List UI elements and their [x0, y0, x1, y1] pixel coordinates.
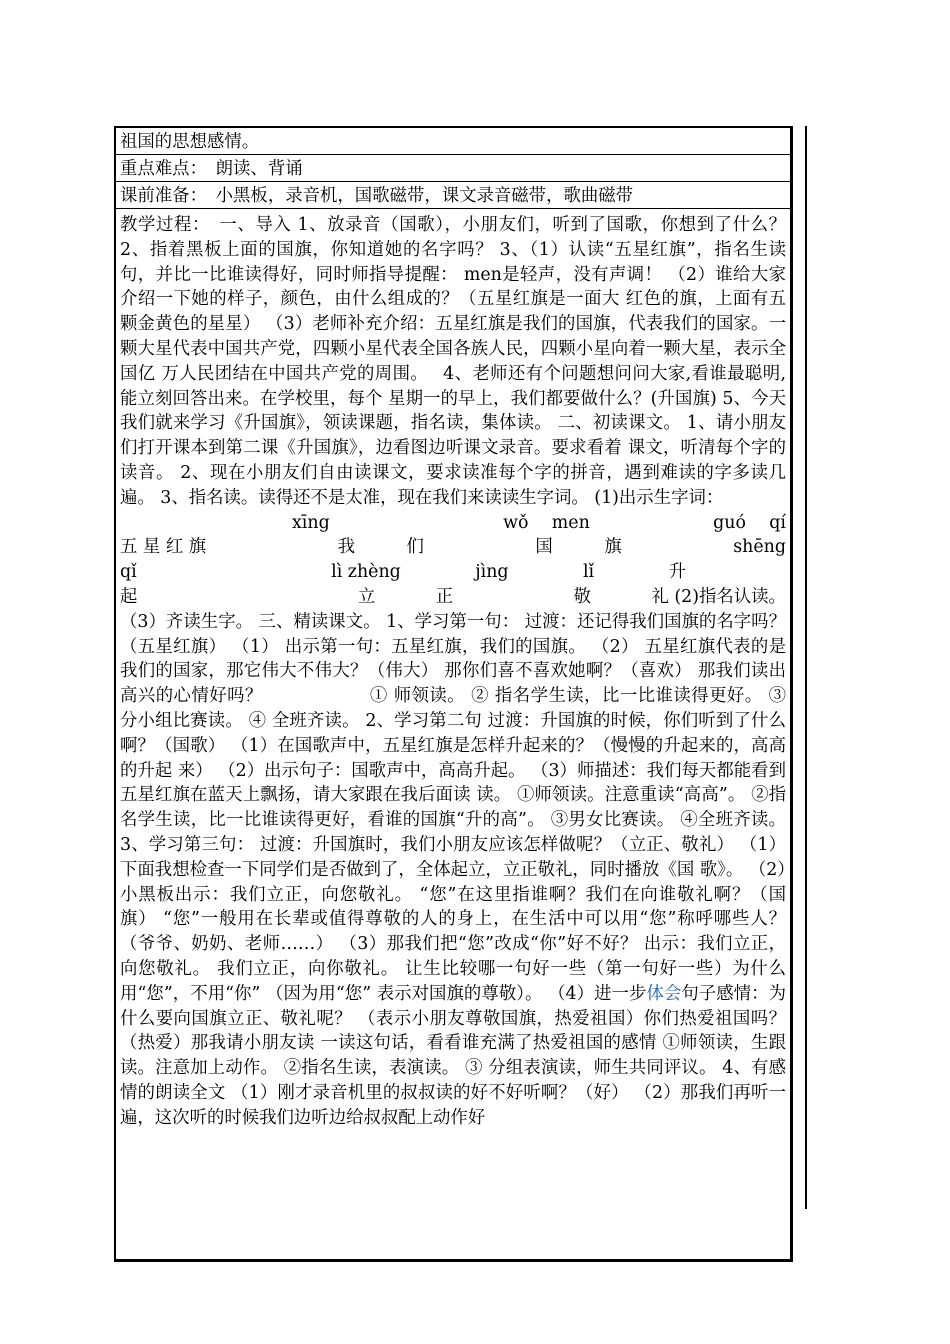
chars-line-2: 起 立 正 敬 礼 (2)指名认读。 [120, 586, 786, 607]
chars-line-1: 五 星 红 旗 我 们 国 旗 shēng [120, 537, 786, 558]
row-teaching-process [116, 209, 790, 1260]
pinyin-line-1: xīng wǒ men guó qí [292, 512, 786, 533]
lesson-table [114, 126, 793, 1262]
row-key-points: 重点难点： 朗读、背诵 [116, 155, 790, 182]
process-text-1: 教学过程： 一、导入 1、放录音（国歌），小朋友们，听到了国歌，你想到了什么？ 2、指着黑板上面的国旗，你知道她的名字吗？ 3、（1）认读“五星红旗”，指名生读句，并比一比谁读得好，同时师指导提醒： men是轻声，没有声调！ （2）谁给大家介绍一下她的样子，颜色，由什么组成的？（五星红旗是一面大 红色的旗，上面有五颗金黄色的星星） （3）老师补充介绍：五星红旗是我们的国旗，代表我们的国家。一颗大星代表中国共产党，四颗小星代表全国各族人民，四颗小星向着一颗大星，表示全国亿 万人民团结在中国共产党的周围。 4、老师还有个问题想问问大家,看谁最聪明,能立刻回答出来。在学校里，每个 星期一的早上，我们都要做什么？(升国旗) 5、今天我们就来学习《升国旗》，领读课题，指名读，集体读。 二、初读课文。 1、请小朋友们打开课本到第二课《升国旗》，边看图边听课文录音。要求看着 课文，听清每个字的读音。 2、现在小朋友们自由读课文，要求读准每个字的拼音，遇到难读的字多读几遍。 3、指名读。读得还不是太准，现在我们来读读生字词。 (1)出示生字词： [120, 215, 786, 508]
row-goal-end: 祖国的思想感情。 [116, 128, 790, 155]
table-right-border [805, 126, 807, 1209]
tihui-link[interactable]: 体会 [646, 983, 682, 1004]
row-preparation: 课前准备： 小黑板，录音机，国歌磁带，课文录音磁带，歌曲磁带 [116, 182, 790, 209]
process-text-2: （3）齐读生字。 三、精读课文。 1、学习第一句： 过渡：还记得我们国旗的名字吗？（五星红旗） （1） 出示第一句：五星红旗，我们的国旗。 （2） 五星红旗代表的是我们的国家，那它伟大不伟大？（伟大） 那你们喜不喜欢她啊？（喜欢） 那我们读出高兴的心情好吗？ ① 师领读。 ② 指名学生读，比一比谁读得更好。 ③ 分小组比赛读。 ④ 全班齐读。 2、学习第二句 过渡：升国旗的时候，你们听到了什么啊？（国歌） （1）在国歌声中，五星红旗是怎样升起来的？（慢慢的升起来的，高高的升起 来） （2）出示句子：国歌声中，高高升起。 （3）师描述：我们每天都能看到五星红旗在蓝天上飘扬，请大家跟在我后面读 读。 ①师领读。注意重读“高高”。 ②指名学生读，比一比谁读得更好，看谁的国旗“升的高”。 ③男女比赛读。 ④全班齐读。 3、学习第三句： 过渡：升国旗时，我们小朋友应该怎样做呢？（立正、敬礼） （1）下面我想检查一下同学们是否做到了，全体起立，立正敬礼，同时播放《国 歌》。 （2）小黑板出示：我们立正，向您敬礼。 “您”在这里指谁啊？我们在向谁敬礼啊？（国旗） “您”一般用在长辈或值得尊敬的人的身上，在生活中可以用“您”称呼哪些人？ （爷爷、奶奶、老师……） （3）那我们把“您”改成“你”好不好？ 出示：我们立正，向您敬礼。 我们立正，向你敬礼。 让生比较哪一句好一些（第一句好一些）为什么用“您”，不用“你” （因为用“您” 表示对国旗的尊敬）。 （4）进一步体会句子感情：为什么要向国旗立正、敬礼呢？ （表示小朋友尊敬国旗，热爱祖国）你们热爱祖国吗？ （热爱）那我请小朋友读 一读这句话，看看谁充满了热爱祖国的感情 ①师领读，生跟读。注意加上动作。 ②指名生读，表演读。 ③ 分组表演读，师生共同评议。 4、有感情的朗读全文 （1）刚才录音机里的叔叔读的好不好听啊？（好） （2）那我们再听一遍，这次听的时候我们边听边给叔叔配上动作好 [120, 611, 786, 1128]
pinyin-line-2: qǐ lì zhèng jìng lǐ 升 [120, 562, 686, 583]
